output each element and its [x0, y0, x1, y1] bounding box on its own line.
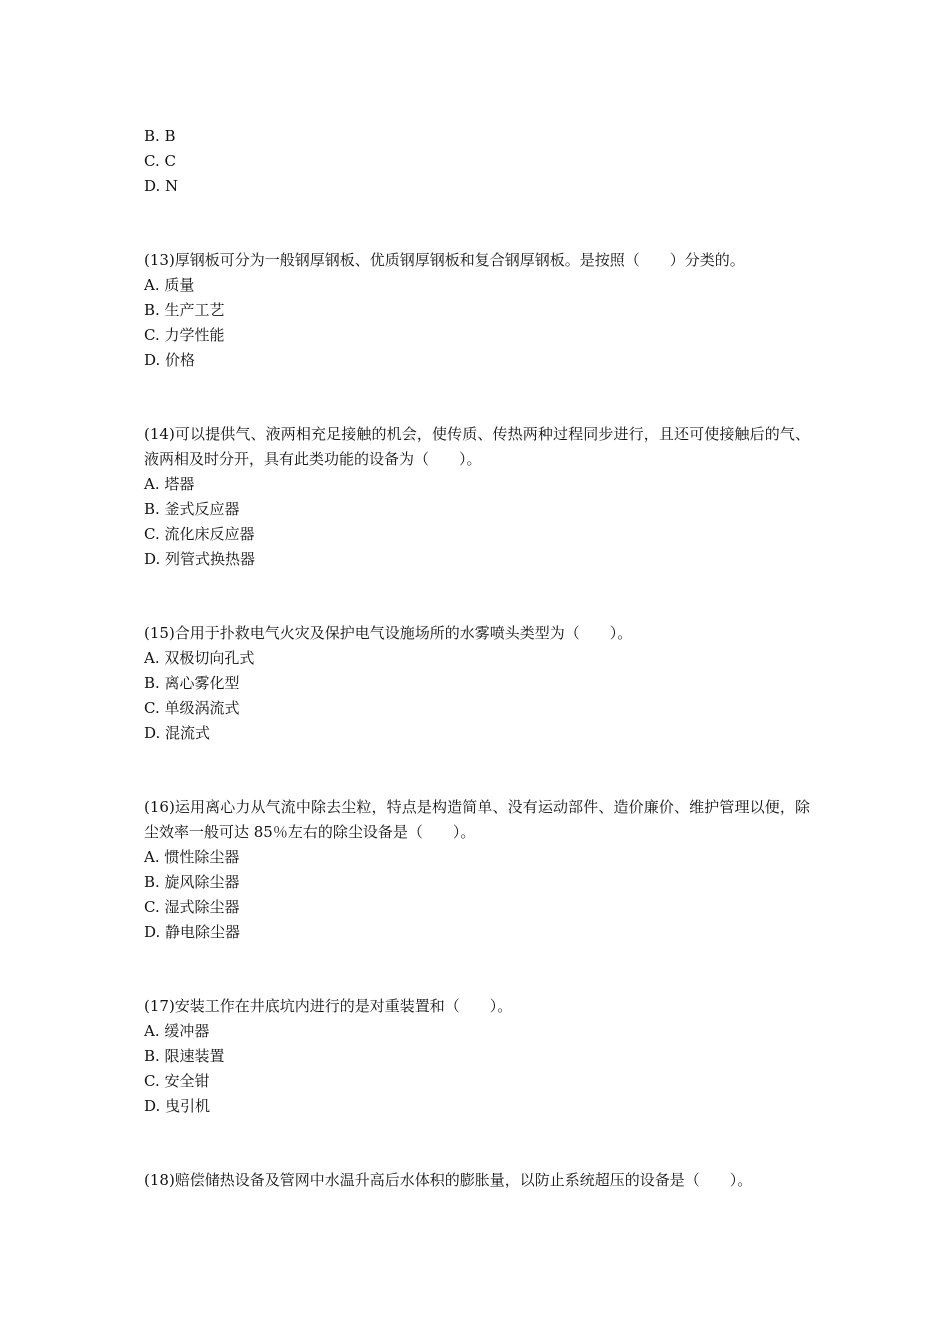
option-c: C. 力学性能: [144, 326, 225, 344]
option-c: C. 单级涡流式: [144, 699, 240, 717]
option-a: A. 双极切向孔式: [144, 649, 255, 667]
option-b: B. 旋风除尘器: [144, 873, 240, 891]
option-b: B. 生产工艺: [144, 301, 225, 319]
question-text: (17)安装工作在井底坑内进行的是对重装置和（ ）。: [144, 997, 513, 1015]
option-d: D. 列管式换热器: [144, 550, 256, 568]
question-text: (18)赔偿储热设备及管网中水温升高后水体积的膨胀量，以防止系统超压的设备是（ ）。: [144, 1171, 753, 1189]
option-b: B. 离心雾化型: [144, 674, 240, 692]
option-c: C. 流化床反应器: [144, 525, 255, 543]
question-17: [144, 994, 810, 1119]
question-15: [144, 621, 810, 746]
option-b: B. 限速装置: [144, 1047, 225, 1065]
question-text: (16)运用离心力从气流中除去尘粒，特点是构造简单、没有运动部件、造价廉价、维护管理以便，除尘效率一般可达 85％左右的除尘设备是（ ）。: [144, 798, 810, 841]
option-d: D. 混流式: [144, 724, 211, 742]
option-a: A. 质量: [144, 276, 195, 294]
question-13: [144, 248, 810, 373]
option-a: A. 塔器: [144, 475, 195, 493]
question-12-remaining-options: [144, 124, 810, 199]
question-14: [144, 422, 810, 572]
option-d: D. 静电除尘器: [144, 923, 241, 941]
question-text: (15)合用于扑救电气火灾及保护电气设施场所的水雾喷头类型为（ ）。: [144, 624, 633, 642]
question-18: [144, 1168, 810, 1193]
option-b: B. B: [144, 127, 176, 145]
question-text: (13)厚钢板可分为一般钢厚钢板、优质钢厚钢板和复合钢厚钢板。是按照（ ）分类的。: [144, 251, 745, 269]
option-c: C. C: [144, 152, 176, 170]
option-b: B. 釜式反应器: [144, 500, 240, 518]
option-d: D. 价格: [144, 351, 196, 369]
document-page: [144, 124, 810, 1242]
option-c: C. 湿式除尘器: [144, 898, 240, 916]
question-text: (14)可以提供气、液两相充足接触的机会，使传质、传热两种过程同步进行，且还可使接触后的气、液两相及时分开，具有此类功能的设备为（ ）。: [144, 425, 810, 468]
option-a: A. 惯性除尘器: [144, 848, 240, 866]
option-a: A. 缓冲器: [144, 1022, 210, 1040]
option-d: D. N: [144, 177, 179, 195]
option-c: C. 安全钳: [144, 1072, 210, 1090]
option-d: D. 曳引机: [144, 1097, 211, 1115]
question-16: [144, 795, 810, 945]
